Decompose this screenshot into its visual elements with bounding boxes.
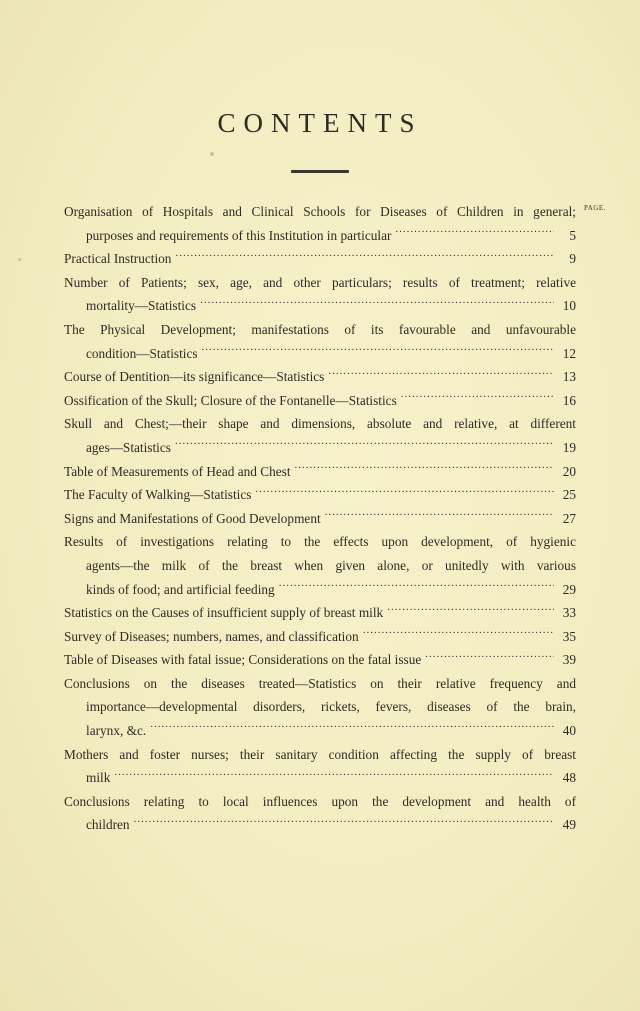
dot-leader [202,344,554,357]
entry-text: Organisation of Hospitals and Clinical Schools for Diseases of Children in general; [64,204,576,219]
toc-entry[interactable] [64,507,576,531]
page-number: 16 [562,392,576,408]
page-number: 40 [562,723,576,739]
entry-text: kinds of food; and artificial feeding [86,581,275,597]
page-number: 39 [562,652,576,668]
dot-leader [363,627,554,640]
entry-text: Conclusions on the diseases treated—Statistics on their relative frequency and [64,675,576,691]
toc-entry[interactable] [64,200,576,247]
toc-entry[interactable] [64,318,576,365]
page-number: 13 [562,369,576,385]
entry-text: purposes and requirements of this Institution in particular [86,227,392,243]
dot-leader [395,226,554,239]
dot-leader [401,391,554,404]
toc-entry[interactable] [64,483,576,507]
page-number: 20 [562,463,576,479]
dot-leader [134,816,554,829]
paper-speck [210,152,214,156]
toc-entry[interactable] [64,672,576,743]
dot-leader [175,439,554,452]
page-number: 33 [562,605,576,621]
page-number: 19 [562,439,576,455]
toc-entry[interactable] [64,790,576,837]
entry-text: Course of Dentition—its significance—Statistics [64,369,325,385]
dot-leader [295,462,554,475]
dot-leader [175,250,554,263]
toc-entry[interactable] [64,412,576,459]
entry-text: Results of investigations relating to the effects upon development, of hygienic [64,534,576,550]
toc-entry[interactable] [64,460,576,484]
paper-speck [18,258,21,261]
toc-entry[interactable] [64,743,576,790]
page-number: 49 [562,817,576,833]
entry-text: Number of Patients; sex, age, and other particulars; results of treatment; relative [64,274,576,290]
table-of-contents [64,200,576,837]
toc-entry[interactable] [64,365,576,389]
page-title: CONTENTS [217,108,423,138]
entry-text: Table of Diseases with fatal issue; Considerations on the fatal issue [64,652,422,668]
dot-leader [328,368,554,381]
page-number: 9 [569,251,576,267]
page-number: 29 [562,581,576,597]
toc-entry[interactable] [64,625,576,649]
page-number: 12 [562,345,576,361]
dot-leader [114,769,554,782]
toc-entry[interactable] [64,601,576,625]
entry-text: Table of Measurements of Head and Chest [64,463,291,479]
toc-entry[interactable] [64,389,576,413]
dot-leader [387,604,554,617]
page-number: 27 [562,510,576,526]
entry-text: Conclusions relating to local influences upon the development and health of [64,793,576,809]
dot-leader [325,509,554,522]
page-column-label: PAGE. [584,204,606,212]
page-number: 25 [562,487,576,503]
entry-text: Survey of Diseases; numbers, names, and classification [64,628,359,644]
entry-text: The Physical Development; manifestations of its favourable and unfavourable [64,321,576,337]
dot-leader [150,722,554,735]
entry-text: condition—Statistics [86,345,198,361]
entry-text: The Faculty of Walking—Statistics [64,487,252,503]
entry-text: Skull and Chest;—their shape and dimensions, absolute and relative, at different [64,416,576,432]
entry-text: mortality—Statistics [86,298,197,314]
entry-text: Mothers and foster nurses; their sanitary condition affecting the supply of breast [64,746,576,762]
entry-text: Practical Instruction [64,251,172,267]
toc-entry[interactable] [64,648,576,672]
entry-text: Statistics on the Causes of insufficient supply of breast milk [64,605,384,621]
page-number: 48 [562,770,576,786]
toc-entry[interactable] [64,271,576,318]
title-rule [291,170,349,173]
page-number: 10 [562,298,576,314]
dot-leader [200,297,554,310]
page-number: 35 [562,628,576,644]
entry-text: agents—the milk of the breast when given alone, or unitedly with various [86,557,576,573]
entry-text: milk [86,770,111,786]
page-number: 5 [569,227,576,243]
entry-text: children [86,817,130,833]
entry-text: Signs and Manifestations of Good Development [64,510,321,526]
entry-text: Ossification of the Skull; Closure of the Fontanelle—Statistics [64,392,397,408]
entry-text: ages—Statistics [86,439,171,455]
dot-leader [255,486,554,499]
entry-text: larynx, &c. [86,723,147,739]
dot-leader [425,651,554,664]
toc-entry[interactable] [64,247,576,271]
entry-text: importance—developmental disorders, rickets, fevers, diseases of the brain, [86,699,576,715]
toc-entry[interactable] [64,530,576,601]
dot-leader [279,580,554,593]
